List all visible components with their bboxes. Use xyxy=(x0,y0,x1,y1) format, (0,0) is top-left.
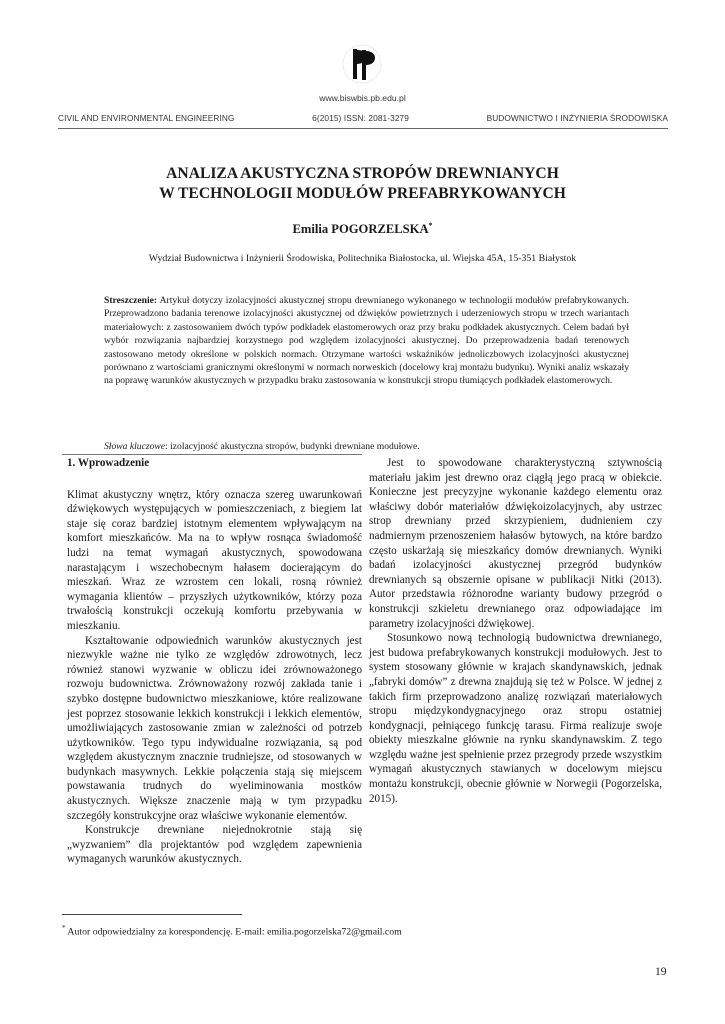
keywords-text: : izolacyjność akustyczna stropów, budynki drewniane modułowe. xyxy=(165,441,420,452)
section-heading: 1. Wprowadzenie xyxy=(67,457,150,469)
footnote-divider xyxy=(62,914,242,915)
journal-name-en: CIVIL AND ENVIRONMENTAL ENGINEERING xyxy=(58,113,235,123)
title-line-2: W TECHNOLOGII MODUŁÓW PREFABRYKOWANYCH xyxy=(159,185,566,202)
abstract xyxy=(104,294,629,388)
paragraph: Konstrukcje drewniane niejednokrotnie stają się „wyzwaniem” dla projektantów pod względem zapewnienia wymaganych warunków akustycznych. xyxy=(67,824,362,866)
footnote-mark: * xyxy=(62,924,66,932)
keywords xyxy=(104,441,629,452)
journal-issue: 6(2015) ISSN: 2081-3279 xyxy=(312,113,409,123)
paragraph: Kształtowanie odpowiednich warunków akustycznych jest niezwykle ważne nie tylko ze względów zdrowotnych, lecz również stanowi wyzwanie w obliczu idei zrównoważonego rozwoju budownictwa. Zrównoważony rozwój zakłada tanie i szybko dostępne budownictwo mieszkaniowe, które realizowane jest poprzez stosowanie lekkich konstrukcji i lekkich elementów, umożliwiających zastosowanie zmian w zależności od potrzeb użytkowników. Tego typu indywidualne rozwiązania, są pod względem akustycznym znacznie trudniejsze, od stosowanych w budynkach masywnych. Lekkie połączenia stają się miejscem powstawania trudnych do wyeliminowania mostków akustycznych. Większe znaczenie mają w tym przypadku szczegóły konstrukcyjne oraz właściwe wykonanie elementów. xyxy=(67,634,362,822)
author-footnote-mark: * xyxy=(428,221,433,230)
page-number: 19 xyxy=(655,966,667,978)
footnote xyxy=(62,924,402,937)
section-divider xyxy=(62,454,362,455)
paper-title xyxy=(0,164,725,204)
paragraph: Jest to spowodowane charakterystyczną sztywnością materiału jakim jest drewno oraz ciągłą jego pracą w obiekcie. Konieczne jest precyzyjne wykonanie każdego elementu oraz właściwy dobór materiałów dźwiękoizolacyjnych, aby ustrzec strop drewniany przed skrzypieniem, dudnieniem czy nadmiernym przenoszeniem hałasów bytowych, na które bardzo często uskarżają się mieszkańcy domów drewnianych. Wyniki badań izolacyjności akustycznej przegród budynków drewnianych są obszernie opisane w publikacji Nitki (2013). Autor przedstawia różnorodne warianty budowy przegród o konstrukcji szkieletu drewnianego oraz odpowiadające im parametry izolacyjności dźwiękowej. xyxy=(369,457,662,630)
affiliation: Wydział Budownictwa i Inżynierii Środowiska, Politechnika Białostocka, ul. Wiejska 45A, 15-351 Białystok xyxy=(148,253,577,264)
footnote-text: Autor odpowiedzialny za korespondencję. E-mail: emilia.pogorzelska72@gmail.com xyxy=(65,926,402,938)
paragraph: Klimat akustyczny wnętrz, który oznacza szereg uwarunkowań dźwiękowych występujących w pomieszczeniach, z biegiem lat staje się coraz bardziej istotnym elementem wpływającym na komfort mieszkańców. Ma na to wpływ rosnąca świadomość ludzi na temat wymagań akustycznych, spowodowana narastającym i wszechobecnym hałasem docierającym do mieszkań. Wraz ze wzrostem cen lokali, rosną również wymagania klientów – przyszłych użytkowników, którzy poza trwałością konstrukcji oczekują komfortu przebywania w mieszkaniu. xyxy=(67,488,362,632)
author-name: Emilia POGORZELSKA xyxy=(292,222,429,237)
author xyxy=(0,221,725,237)
abstract-text: Artykuł dotyczy izolacyjności akustycznej stropu drewnianego wykonanego w technologii modułów prefabrykowanych. Przeprowadzono badania terenowe izolacyjności akustycznej od dźwięków powietrznych i uderzeniowych stropu w trzech wariantach materiałowych: z zastosowaniem dwóch typów podkładek elastomerowych oraz przy braku podkładek akustycznych. Celem badań był wybór rozwiązania najbardziej korzystnego pod względem izolacyjności akustycznej. Do przeprowadzenia badań terenowych zastosowano metody określone w polskich normach. Otrzymane wartości wskaźników jednoliczbowych izolacyjności akustycznej porównano z wartościami granicznymi określonymi w normach norweskich (docelowy kraj montażu budynku). Wyniki analiz wskazały na poprawę warunków akustycznych w przypadku braku zastosowania w konstrukcji stropu tłumiących podkładek elastomerowych. xyxy=(104,295,629,387)
journal-url[interactable]: www.biswbis.pb.edu.pl xyxy=(319,93,406,103)
header-divider xyxy=(58,128,668,129)
title-line-1: ANALIZA AKUSTYCZNA STROPÓW DREWNIANYCH xyxy=(166,165,559,182)
journal-name-pl: BUDOWNICTWO I INŻYNIERIA ŚRODOWISKA xyxy=(486,113,668,123)
keywords-label: Słowa kluczowe xyxy=(104,441,166,452)
left-column xyxy=(67,456,362,867)
journal-header xyxy=(58,113,668,123)
paragraph: Stosunkowo nową technologią budownictwa drewnianego, jest budowa prefabrykowanych konstrukcji modułowych. Jest to system stosowany głównie w krajach skandynawskich, jednak „fabryki domów” z drewna znajdują się też w Polsce. W jednej z takich firm przeprowadzono analizę rozwiązań materiałowych stropu międzykondygnacyjnego oraz stropu ostatniej kondygnacji, pełniącego funkcję tarasu. Firma realizuje swoje obiekty mieszkalne głównie na rynku skandynawskim. Z tego względu ważne jest spełnienie przez przegrody przede wszystkim wymagań akustycznych stawianych w docelowym miejscu montażu konstrukcji, obecnie głównie w Norwegii (Pogorzelska, 2015). xyxy=(369,632,662,805)
right-column xyxy=(369,456,662,806)
university-logo-icon xyxy=(340,42,384,86)
abstract-label: Streszczenie: xyxy=(104,295,158,306)
